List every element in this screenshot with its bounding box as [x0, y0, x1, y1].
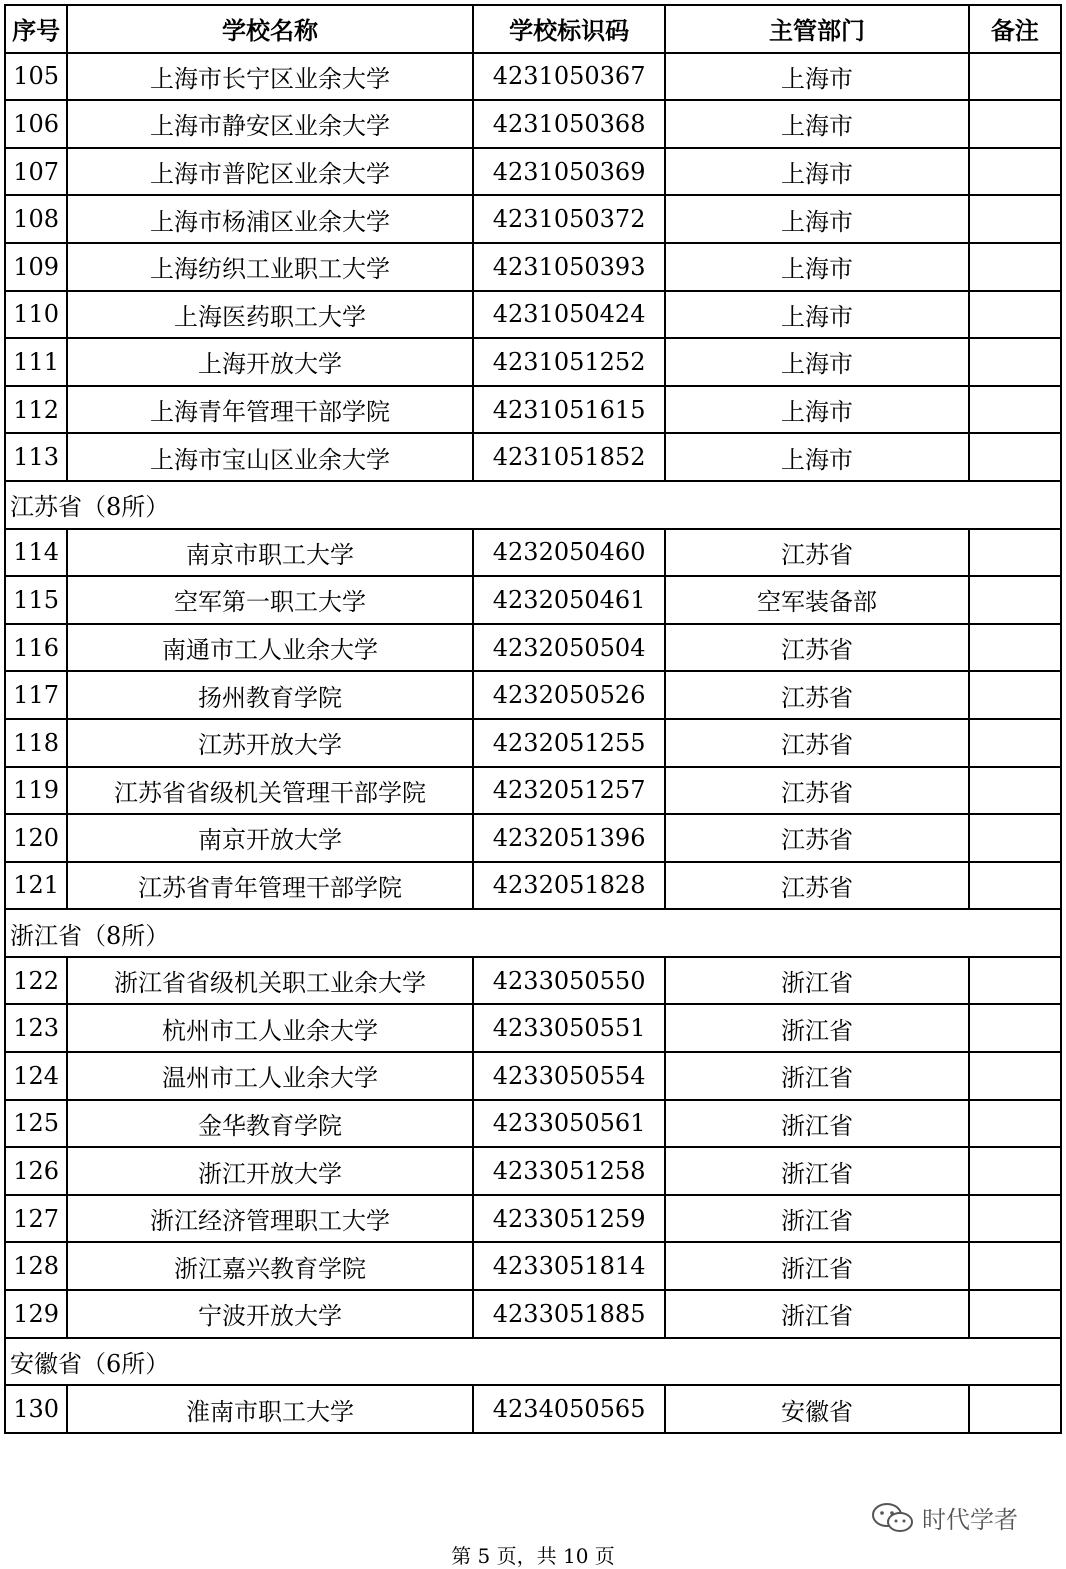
- cell-note: [969, 1242, 1061, 1290]
- cell-name: 杭州市工人业余大学: [67, 1004, 473, 1052]
- cell-code: 4231050369: [473, 148, 666, 196]
- cell-note: [969, 1147, 1061, 1195]
- table-row: [5, 719, 1061, 767]
- cell-code: 4233050554: [473, 1052, 666, 1100]
- cell-dept: 浙江省: [665, 1290, 968, 1338]
- cell-num: 112: [5, 386, 67, 434]
- cell-name: 江苏开放大学: [67, 719, 473, 767]
- cell-note: [969, 338, 1061, 386]
- cell-num: 116: [5, 624, 67, 672]
- cell-note: [969, 1290, 1061, 1338]
- cell-dept: 上海市: [665, 195, 968, 243]
- header-num: 序号: [5, 5, 67, 53]
- cell-name: 上海纺织工业职工大学: [67, 243, 473, 291]
- cell-name: 江苏省青年管理干部学院: [67, 862, 473, 910]
- table-row: [5, 767, 1061, 815]
- section-row: [5, 481, 1061, 529]
- table-row: [5, 671, 1061, 719]
- cell-dept: 上海市: [665, 338, 968, 386]
- cell-dept: 空军装备部: [665, 576, 968, 624]
- cell-code: 4232051257: [473, 767, 666, 815]
- cell-name: 浙江开放大学: [67, 1147, 473, 1195]
- section-label: 浙江省（8所）: [5, 909, 1061, 957]
- cell-num: 127: [5, 1195, 67, 1243]
- cell-num: 108: [5, 195, 67, 243]
- header-code: 学校标识码: [473, 5, 666, 53]
- table-row: [5, 1100, 1061, 1148]
- cell-name: 上海市长宁区业余大学: [67, 53, 473, 101]
- cell-dept: 江苏省: [665, 529, 968, 577]
- cell-dept: 上海市: [665, 100, 968, 148]
- cell-num: 125: [5, 1100, 67, 1148]
- cell-note: [969, 1100, 1061, 1148]
- cell-code: 4231050393: [473, 243, 666, 291]
- cell-name: 浙江嘉兴教育学院: [67, 1242, 473, 1290]
- cell-note: [969, 386, 1061, 434]
- cell-code: 4232051255: [473, 719, 666, 767]
- cell-dept: 江苏省: [665, 814, 968, 862]
- cell-dept: 浙江省: [665, 957, 968, 1005]
- cell-num: 122: [5, 957, 67, 1005]
- cell-name: 上海开放大学: [67, 338, 473, 386]
- cell-code: 4233051814: [473, 1242, 666, 1290]
- section-row: [5, 909, 1061, 957]
- cell-num: 106: [5, 100, 67, 148]
- watermark: [870, 1500, 1018, 1535]
- cell-name: 上海医药职工大学: [67, 291, 473, 339]
- cell-code: 4232051828: [473, 862, 666, 910]
- cell-code: 4232050460: [473, 529, 666, 577]
- cell-num: 128: [5, 1242, 67, 1290]
- cell-dept: 江苏省: [665, 671, 968, 719]
- table-row: [5, 957, 1061, 1005]
- cell-code: 4231051852: [473, 433, 666, 481]
- table-row: [5, 529, 1061, 577]
- cell-note: [969, 433, 1061, 481]
- cell-dept: 上海市: [665, 243, 968, 291]
- cell-code: 4232050504: [473, 624, 666, 672]
- table-row: [5, 576, 1061, 624]
- table-row: [5, 1290, 1061, 1338]
- cell-note: [969, 195, 1061, 243]
- cell-code: 4231050368: [473, 100, 666, 148]
- cell-name: 扬州教育学院: [67, 671, 473, 719]
- cell-note: [969, 291, 1061, 339]
- cell-name: 上海青年管理干部学院: [67, 386, 473, 434]
- cell-dept: 江苏省: [665, 719, 968, 767]
- cell-name: 淮南市职工大学: [67, 1385, 473, 1433]
- header-name: 学校名称: [67, 5, 473, 53]
- cell-dept: 浙江省: [665, 1100, 968, 1148]
- cell-note: [969, 529, 1061, 577]
- cell-num: 123: [5, 1004, 67, 1052]
- table-row: [5, 814, 1061, 862]
- cell-dept: 上海市: [665, 433, 968, 481]
- cell-code: 4233050551: [473, 1004, 666, 1052]
- section-label: 江苏省（8所）: [5, 481, 1061, 529]
- cell-dept: 浙江省: [665, 1195, 968, 1243]
- cell-num: 107: [5, 148, 67, 196]
- cell-num: 114: [5, 529, 67, 577]
- cell-code: 4233050550: [473, 957, 666, 1005]
- header-note: 备注: [969, 5, 1061, 53]
- table-row: [5, 386, 1061, 434]
- table-row: [5, 53, 1061, 101]
- header-dept: 主管部门: [665, 5, 968, 53]
- cell-name: 南京开放大学: [67, 814, 473, 862]
- cell-num: 117: [5, 671, 67, 719]
- cell-num: 113: [5, 433, 67, 481]
- cell-num: 124: [5, 1052, 67, 1100]
- cell-note: [969, 243, 1061, 291]
- cell-code: 4233051258: [473, 1147, 666, 1195]
- table-row: [5, 1004, 1061, 1052]
- table-row: [5, 291, 1061, 339]
- cell-code: 4231050424: [473, 291, 666, 339]
- cell-dept: 浙江省: [665, 1242, 968, 1290]
- wechat-icon: [870, 1501, 916, 1535]
- cell-dept: 江苏省: [665, 767, 968, 815]
- cell-dept: 浙江省: [665, 1052, 968, 1100]
- cell-note: [969, 100, 1061, 148]
- cell-num: 126: [5, 1147, 67, 1195]
- cell-code: 4231050372: [473, 195, 666, 243]
- cell-num: 105: [5, 53, 67, 101]
- cell-name: 南通市工人业余大学: [67, 624, 473, 672]
- cell-note: [969, 957, 1061, 1005]
- cell-dept: 安徽省: [665, 1385, 968, 1433]
- table-row: [5, 148, 1061, 196]
- table-row: [5, 433, 1061, 481]
- cell-name: 空军第一职工大学: [67, 576, 473, 624]
- cell-dept: 上海市: [665, 291, 968, 339]
- cell-name: 宁波开放大学: [67, 1290, 473, 1338]
- table-row: [5, 1242, 1061, 1290]
- cell-name: 上海市宝山区业余大学: [67, 433, 473, 481]
- cell-note: [969, 1004, 1061, 1052]
- cell-note: [969, 1385, 1061, 1433]
- cell-code: 4231050367: [473, 53, 666, 101]
- cell-dept: 上海市: [665, 386, 968, 434]
- cell-num: 111: [5, 338, 67, 386]
- cell-code: 4232050461: [473, 576, 666, 624]
- table-row: [5, 1147, 1061, 1195]
- cell-note: [969, 576, 1061, 624]
- cell-code: 4233051885: [473, 1290, 666, 1338]
- table-row: [5, 195, 1061, 243]
- section-row: [5, 1338, 1061, 1386]
- cell-note: [969, 148, 1061, 196]
- schools-table: [4, 4, 1062, 1434]
- cell-dept: 上海市: [665, 148, 968, 196]
- cell-name: 上海市普陀区业余大学: [67, 148, 473, 196]
- cell-code: 4233050561: [473, 1100, 666, 1148]
- cell-num: 129: [5, 1290, 67, 1338]
- watermark-text: 时代学者: [922, 1506, 1018, 1534]
- table-row: [5, 862, 1061, 910]
- table-row: [5, 100, 1061, 148]
- table-body: [5, 53, 1061, 1433]
- page-footer: 第 5 页，共 10 页: [451, 1544, 615, 1568]
- cell-num: 115: [5, 576, 67, 624]
- cell-code: 4232051396: [473, 814, 666, 862]
- cell-num: 109: [5, 243, 67, 291]
- cell-name: 上海市杨浦区业余大学: [67, 195, 473, 243]
- cell-note: [969, 1052, 1061, 1100]
- cell-num: 118: [5, 719, 67, 767]
- cell-dept: 浙江省: [665, 1147, 968, 1195]
- table-row: [5, 338, 1061, 386]
- cell-dept: 浙江省: [665, 1004, 968, 1052]
- table-row: [5, 243, 1061, 291]
- cell-code: 4232050526: [473, 671, 666, 719]
- cell-note: [969, 862, 1061, 910]
- cell-name: 浙江省省级机关职工业余大学: [67, 957, 473, 1005]
- cell-name: 江苏省省级机关管理干部学院: [67, 767, 473, 815]
- table-row: [5, 624, 1061, 672]
- cell-num: 130: [5, 1385, 67, 1433]
- cell-note: [969, 53, 1061, 101]
- table-row: [5, 1385, 1061, 1433]
- cell-dept: 江苏省: [665, 624, 968, 672]
- cell-num: 121: [5, 862, 67, 910]
- cell-name: 上海市静安区业余大学: [67, 100, 473, 148]
- cell-num: 110: [5, 291, 67, 339]
- cell-num: 120: [5, 814, 67, 862]
- cell-name: 浙江经济管理职工大学: [67, 1195, 473, 1243]
- cell-note: [969, 1195, 1061, 1243]
- cell-dept: 江苏省: [665, 862, 968, 910]
- cell-dept: 上海市: [665, 53, 968, 101]
- table-row: [5, 1195, 1061, 1243]
- section-label: 安徽省（6所）: [5, 1338, 1061, 1386]
- cell-code: 4233051259: [473, 1195, 666, 1243]
- cell-num: 119: [5, 767, 67, 815]
- table-row: [5, 1052, 1061, 1100]
- cell-code: 4234050565: [473, 1385, 666, 1433]
- cell-code: 4231051252: [473, 338, 666, 386]
- cell-note: [969, 767, 1061, 815]
- cell-name: 金华教育学院: [67, 1100, 473, 1148]
- cell-note: [969, 671, 1061, 719]
- cell-note: [969, 719, 1061, 767]
- cell-name: 温州市工人业余大学: [67, 1052, 473, 1100]
- cell-note: [969, 624, 1061, 672]
- cell-name: 南京市职工大学: [67, 529, 473, 577]
- cell-note: [969, 814, 1061, 862]
- cell-code: 4231051615: [473, 386, 666, 434]
- table-header-row: [5, 5, 1061, 53]
